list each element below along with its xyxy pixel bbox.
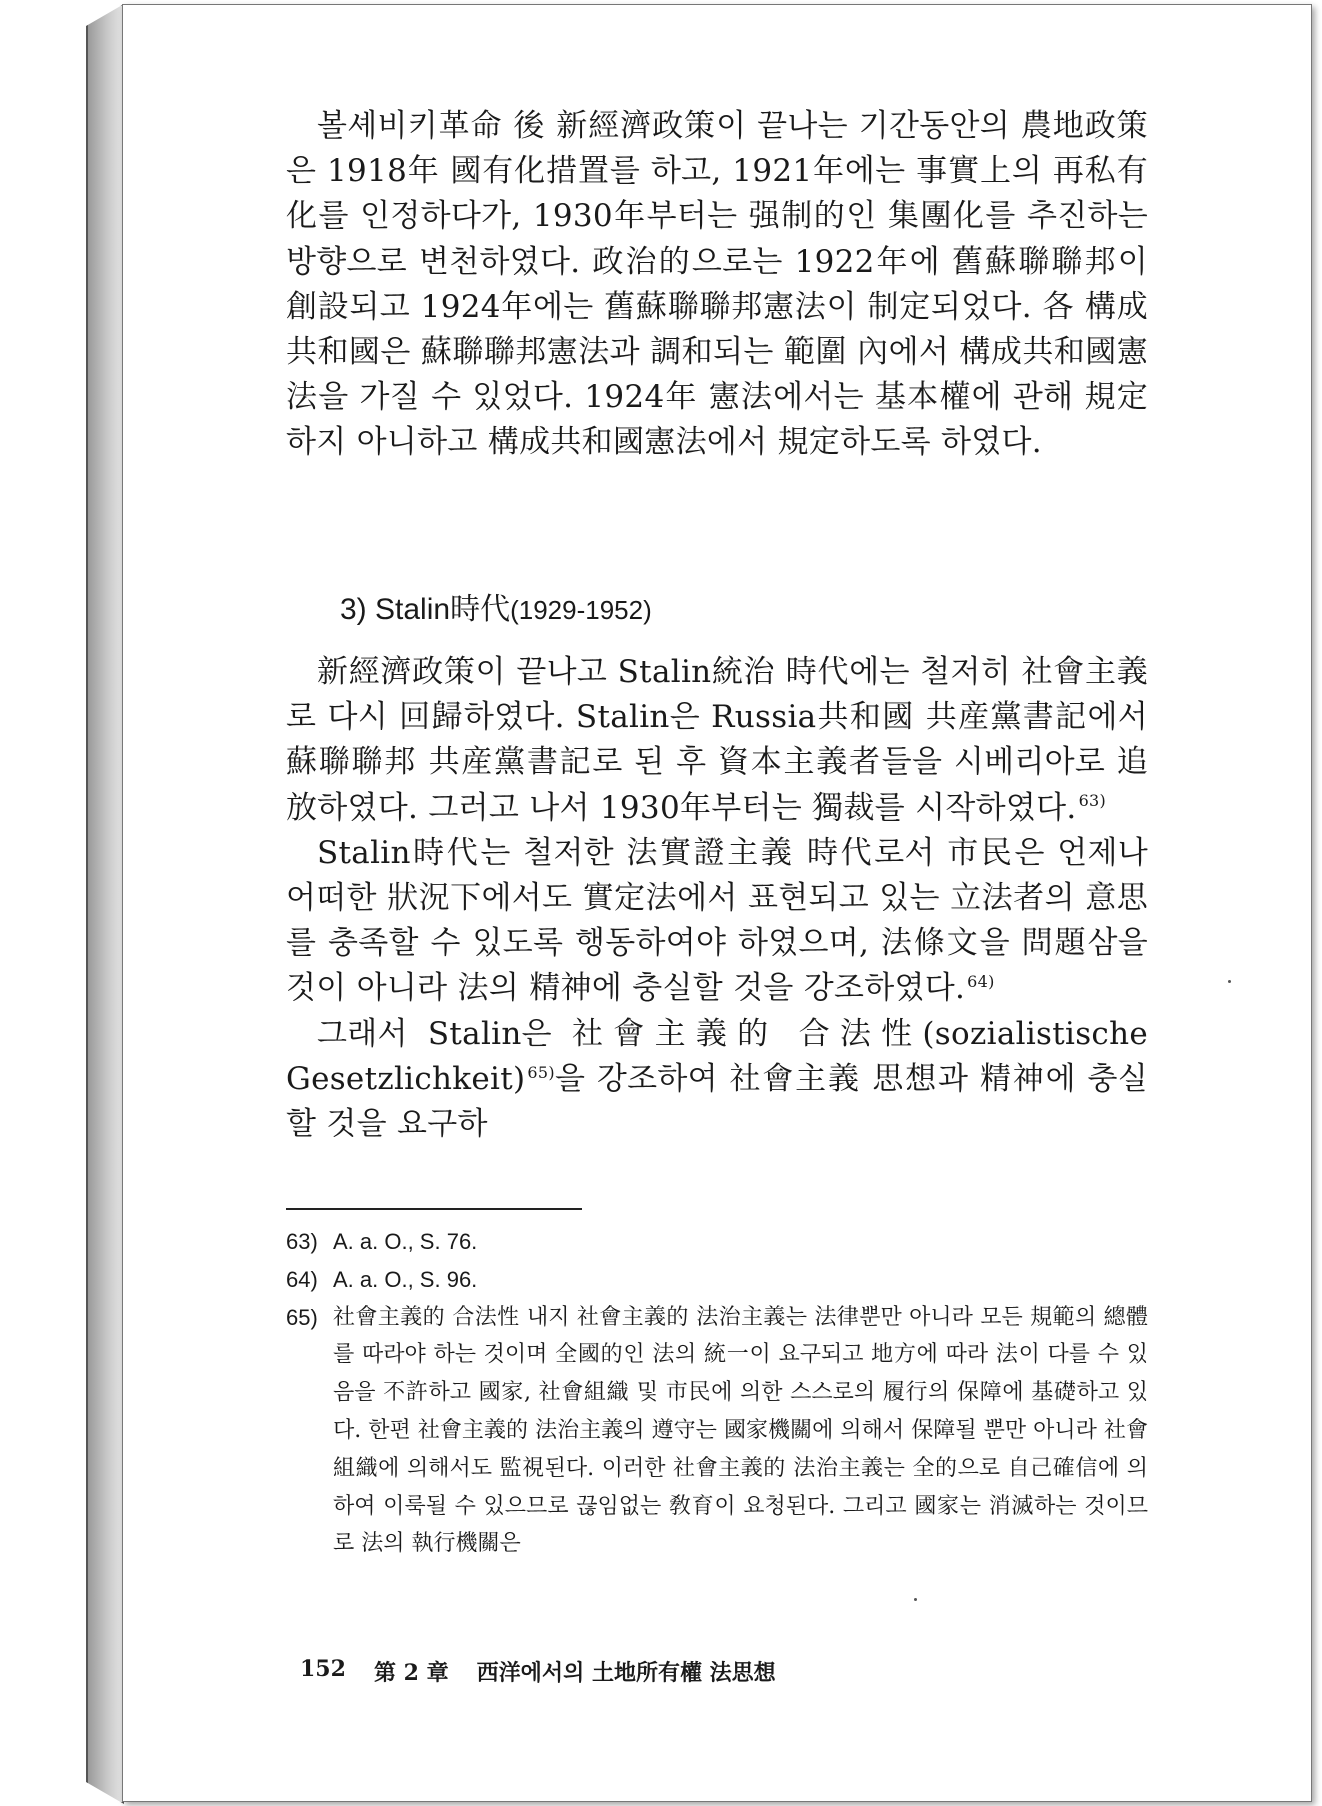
paragraph-2-text: 新經濟政策이 끝나고 Stalin統治 時代에는 철저히 社會主義로 다시 回歸하였다. Stalin은 Russia共和國 共産黨書記에서 蘇聯聯邦 共産黨書記로 된 후 資本主義者들을 시베리아로 追放하였다. 그러고 나서 1930年부터는 獨裁를 시작하였다. [286, 654, 1148, 826]
chapter-title: 西洋에서의 土地所有權 法思想 [476, 1660, 776, 1686]
body-text-bottom [286, 650, 1148, 1147]
footnote-ref-65: 65) [527, 1062, 555, 1082]
footnote-65 [286, 1299, 1148, 1564]
page-footer [300, 1656, 776, 1687]
paragraph-4-text-a: 그래서 Stalin은 社會主義的 合法性(sozialistische Gesetzlichkeit) [286, 1015, 1148, 1097]
section-years: (1929-1952) [510, 595, 652, 625]
section-title: Stalin時代 [375, 593, 511, 626]
footnote-text: A. a. O., S. 96. [333, 1266, 478, 1292]
paragraph-1: 볼셰비키革命 後 新經濟政策이 끝나는 기간동안의 農地政策은 1918年 國有化措置를 하고, 1921年에는 事實上의 再私有化를 인정하다가, 1930年부터는 强制的인 集團化를 추진하는 방향으로 변천하였다. 政治的으로는 1922年에 舊蘇聯聯邦이 創設되고 1924年에는 舊蘇聯聯邦憲法이 制定되었다. 各 構成共和國은 蘇聯聯邦憲法과 調和되는 範圍 內에서 構成共和國憲法을 가질 수 있었다. 1924年 憲法에서는 基本權에 관해 規定하지 아니하고 構成共和國憲法에서 規定하도록 하였다. [286, 108, 1148, 461]
page-number: 152 [300, 1656, 346, 1682]
footnote-number: 65) [286, 1304, 318, 1330]
section-heading [340, 584, 652, 628]
footnote-text: A. a. O., S. 76. [333, 1229, 478, 1254]
scan-speck [1228, 980, 1231, 983]
body-text-top [286, 104, 1148, 466]
footnote-text: 社會主義的 合法性 내지 社會主義的 法治主義는 法律뿐만 아니라 모든 規範의 總體를 따라야 하는 것이며 全國的인 法의 統一이 요구되고 地方에 따라 法이 다를 수 있음을 不許하고 國家, 社會組織 및 市民에 의한 스스로의 履行의 保障에 基礎하고 있다. 한편 社會主義的 法治主義의 遵守는 國家機關에 의해서 保障될 뿐만 아니라 社會組織에 의해서도 監視된다. 이러한 社會主義的 法治主義는 全的으로 自己確信에 의하여 이룩될 수 있으므로 끊임없는 敎育이 요청된다. 그리고 國家는 消滅하는 것이므로 法의 執行機關은 [333, 1304, 1148, 1557]
book-page-edge [86, 4, 124, 1804]
paragraph-4-text-b: 을 강조하여 社會主義 思想과 精神에 충실할 것을 요구하 [286, 1060, 1148, 1143]
footnote-ref-64: 64) [967, 972, 995, 992]
chapter-label: 第 2 章 [373, 1660, 449, 1686]
footnote-63 [286, 1223, 1148, 1261]
paragraph-3-text: Stalin時代는 철저한 法實證主義 時代로서 市民은 언제나 어떠한 狀況下에서도 實定法에서 표현되고 있는 立法者의 意思를 충족할 수 있도록 행동하여야 하였으며, 法條文을 問題삼을 것이 아니라 法의 精神에 충실할 것을 강조하였다. [286, 834, 1148, 1007]
footnote-number: 63) [286, 1229, 318, 1254]
footnote-ref-63: 63) [1078, 791, 1107, 811]
paragraph-4 [286, 1012, 1148, 1148]
paragraph-3 [286, 831, 1148, 1012]
footnotes [286, 1223, 1148, 1563]
scan-speck [914, 1598, 917, 1601]
paragraph-2 [286, 650, 1148, 831]
footnote-64 [286, 1261, 1148, 1299]
footnote-number: 64) [286, 1266, 318, 1292]
section-number: 3) [340, 593, 367, 626]
footnote-divider [286, 1208, 582, 1210]
